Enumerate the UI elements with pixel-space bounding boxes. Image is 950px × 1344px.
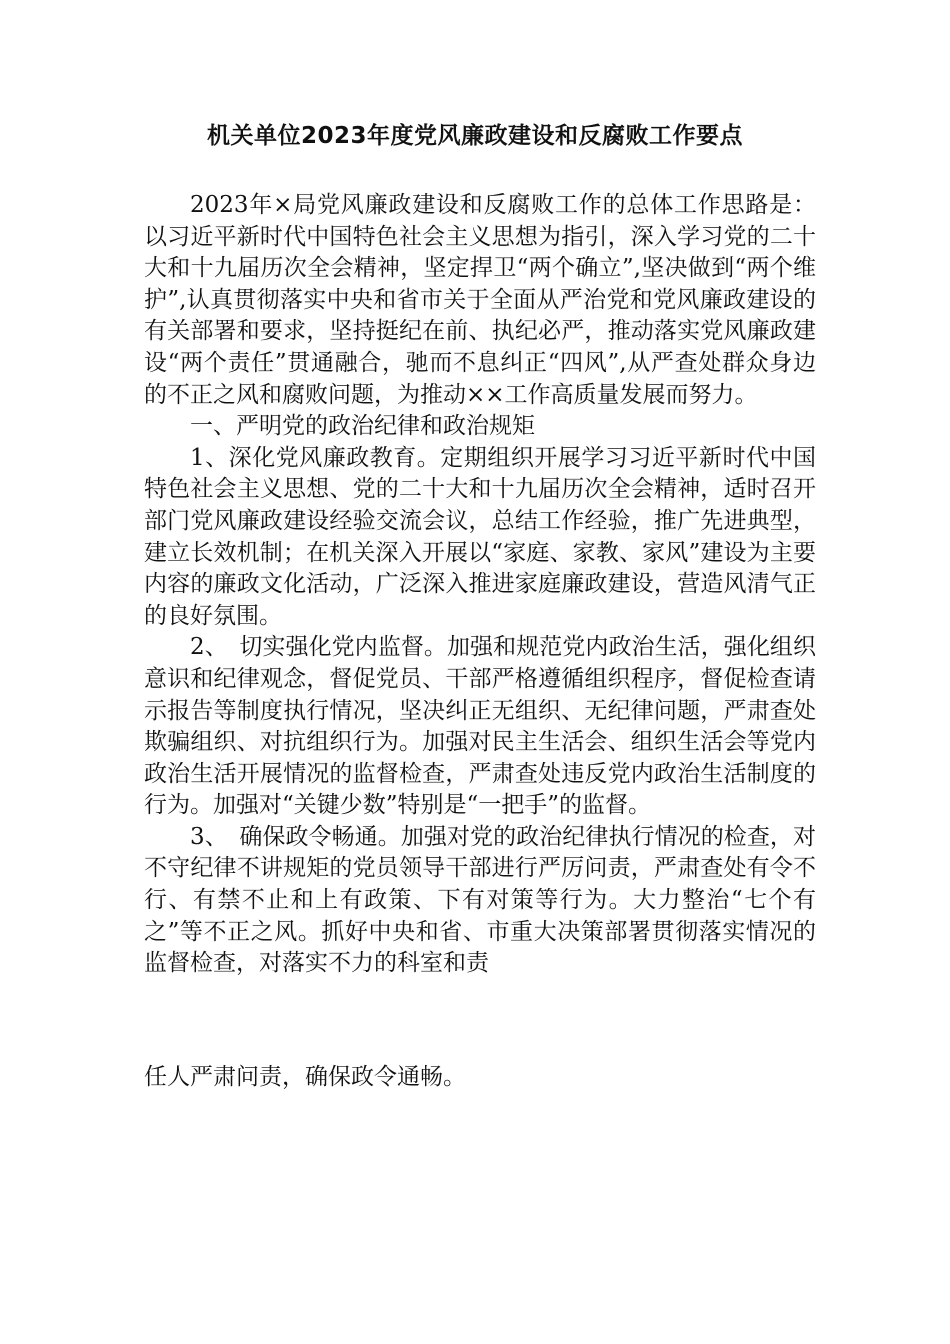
item-paragraph-2: 2、 切实强化党内监督。加强和规范党内政治生活，强化组织意识和纪律观念，督促党员、干部严格遵循组织程序，督促检查请示报告等制度执行情况，坚决纠正无组织、无纪律问题，严肃查处欺骗组织、对抗组织行为。加强对民主生活会、组织生活会等党内政治生活开展情况的监督检查，严肃查处违反党内政治生活制度的行为。加强对“关键少数”特别是“一把手”的监督。 (144, 634, 816, 819)
intro-paragraph: 2023年×局党风廉政建设和反腐败工作的总体工作思路是：以习近平新时代中国特色社会主义思想为指引，深入学习党的二十大和十九届历次全会精神，坚定捍卫“两个确立”,坚决做到“两个维护”,认真贯彻落实中央和省市关于全面从严治党和党风廉政建设的有关部署和要求，坚持挺纪在前、执纪必严，推动落实党风廉政建设“两个责任”贯通融合，驰而不息纠正“四风”,从严查处群众身边的不正之风和腐败问题，为推动××工作高质量发展而努力。 (144, 192, 816, 408)
item-paragraph-1: 1、深化党风廉政教育。定期组织开展学习习近平新时代中国特色社会主义思想、党的二十大和十九届历次全会精神，适时召开部门党风廉政建设经验交流会议，总结工作经验，推广先进典型，建立长效机制；在机关深入开展以“家庭、家教、家风”建设为主要内容的廉政文化活动，广泛深入推进家庭廉政建设，营造风清气正的良好氛围。 (144, 444, 816, 629)
section-heading-1: 一、严明党的政治纪律和政治规矩 (190, 413, 535, 440)
item-paragraph-3: 3、 确保政令畅通。加强对党的政治纪律执行情况的检查，对不守纪律不讲规矩的党员领导干部进行严厉问责，严肃查处有令不行、有禁不止和上有政策、下有对策等行为。大力整治“七个有之”等不正之风。抓好中央和省、市重大决策部署贯彻落实情况的监督检查，对落实不力的科室和责 (144, 823, 816, 977)
document-body (144, 190, 816, 980)
document-title: 机关单位2023年度党风廉政建设和反腐败工作要点 (206, 123, 743, 149)
continuation-line: 任人严肃问责，确保政令通畅。 (144, 1064, 466, 1090)
